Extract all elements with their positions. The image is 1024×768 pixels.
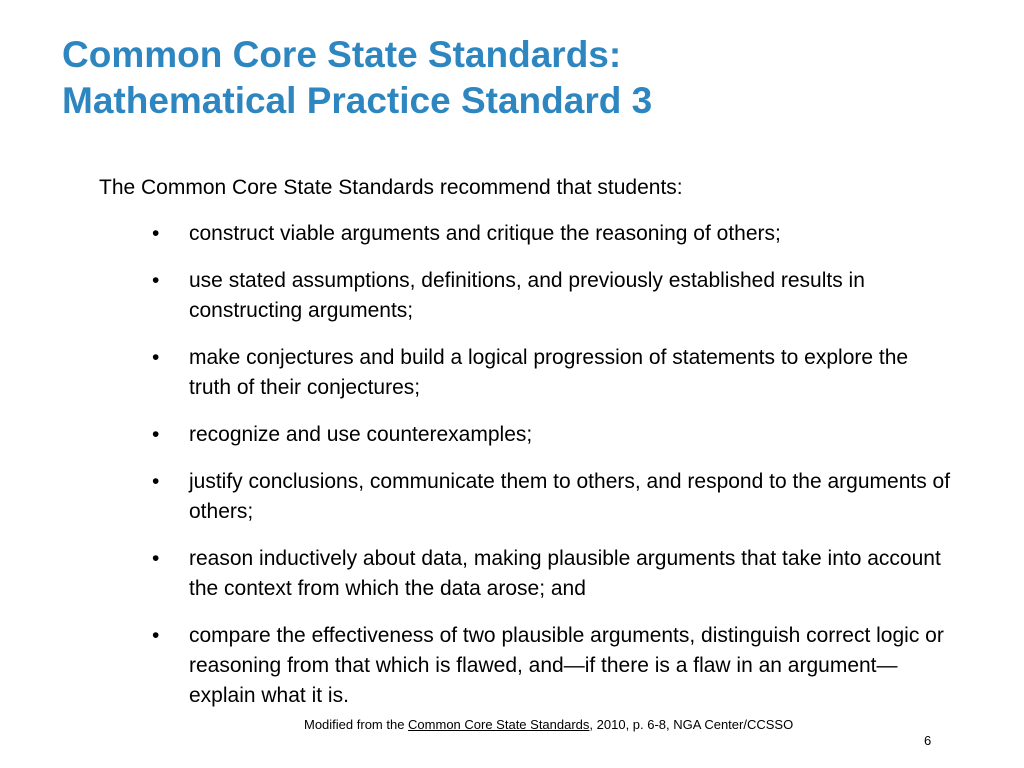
- bullet-text: reason inductively about data, making plausible arguments that take into account the context from which the data arose; and: [189, 547, 941, 600]
- bullet-item-6: [152, 544, 952, 604]
- intro-text: The Common Core State Standards recommend that students:: [99, 176, 683, 199]
- source-citation: [304, 717, 793, 733]
- slide-title-line-1: Common Core State Standards:: [62, 34, 622, 75]
- citation-prefix: Modified from the: [304, 717, 409, 732]
- bullet-item-4: [152, 420, 952, 450]
- bullet-item-5: [152, 467, 952, 527]
- bullet-icon: •: [152, 269, 160, 292]
- bullet-item-1: [152, 219, 952, 249]
- practice-bullet-list: [152, 219, 952, 728]
- bullet-text: use stated assumptions, definitions, and previously established results in constructing arguments;: [189, 269, 865, 322]
- bullet-icon: •: [152, 547, 160, 570]
- bullet-text: recognize and use counterexamples;: [189, 423, 533, 446]
- bullet-item-7: [152, 621, 952, 711]
- citation-suffix: , 2010, p. 6-8, NGA Center/CCSSO: [589, 717, 794, 732]
- page-number: 6: [924, 733, 932, 748]
- bullet-icon: •: [152, 222, 160, 245]
- bullet-icon: •: [152, 470, 160, 493]
- bullet-item-2: [152, 266, 952, 326]
- bullet-text: construct viable arguments and critique the reasoning of others;: [189, 222, 781, 245]
- bullet-icon: •: [152, 624, 160, 647]
- bullet-text: make conjectures and build a logical progression of statements to explore the truth of their conjectures;: [189, 346, 909, 399]
- bullet-icon: •: [152, 423, 160, 446]
- slide-title: [62, 32, 962, 124]
- bullet-item-3: [152, 343, 952, 403]
- citation-link[interactable]: Common Core State Standards: [408, 717, 590, 732]
- bullet-icon: •: [152, 346, 160, 369]
- slide-title-line-2: Mathematical Practice Standard 3: [62, 80, 653, 121]
- bullet-text: compare the effectiveness of two plausible arguments, distinguish correct logic or reasoning from that which is flawed, and—if there is a flaw in an argument—explain what it is.: [189, 624, 944, 707]
- bullet-text: justify conclusions, communicate them to others, and respond to the arguments of others;: [189, 470, 951, 523]
